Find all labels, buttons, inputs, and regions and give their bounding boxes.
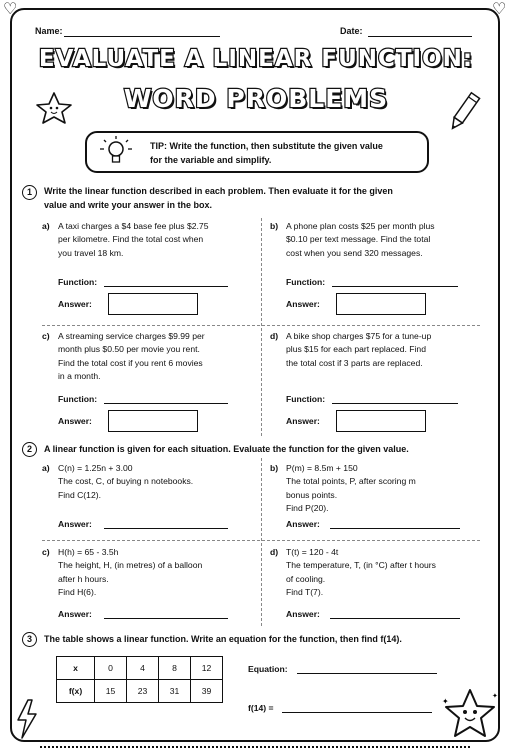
table-row: [57, 657, 223, 680]
function-answer-line[interactable]: [104, 286, 228, 287]
divider: [42, 540, 480, 541]
problem-1d: d) A bike shop charges $75 for a tune-up plus $15 for each part replaced. Find the total cost if 3 parts are replaced.: [270, 331, 432, 368]
answer-label: Answer:: [286, 609, 320, 619]
page-title-line2: WORD PROBLEMS: [123, 84, 389, 113]
table-cell: 39: [191, 680, 223, 703]
function-answer-line[interactable]: [104, 403, 228, 404]
page-title-line1: EVALUATE A LINEAR FUNCTION:: [38, 46, 474, 72]
answer-line[interactable]: [104, 618, 228, 619]
answer-label: Answer:: [286, 519, 320, 529]
section-number: 2: [22, 442, 37, 457]
date-line[interactable]: [368, 36, 472, 37]
answer-label: Answer:: [58, 609, 92, 619]
equation-label: Equation:: [248, 664, 288, 674]
name-label: Name:: [35, 26, 63, 36]
answer-label: Answer:: [58, 519, 92, 529]
answer-box[interactable]: [336, 410, 426, 432]
date-label: Date:: [340, 26, 363, 36]
table-cell: 31: [159, 680, 191, 703]
problem-1a: a) A taxi charges a $4 base fee plus $2.75 per kilometre. Find the total cost when you travel 18 km.: [42, 221, 209, 258]
heart-icon: ♡: [3, 1, 18, 18]
f14-label: f(14) =: [248, 703, 274, 713]
section-number: 1: [22, 185, 37, 200]
answer-label: Answer:: [58, 299, 92, 309]
equation-answer-line[interactable]: [297, 673, 437, 674]
svg-text:✦: ✦: [492, 692, 498, 700]
answer-box[interactable]: [108, 410, 198, 432]
function-label: Function:: [286, 277, 326, 287]
problem-2b: b) P(m) = 8.5m + 150 The total points, P, after scoring m bonus points. Find P(20).: [270, 463, 416, 513]
table-cell: f(x): [57, 680, 95, 703]
table-cell: 0: [95, 657, 127, 680]
table-cell: 23: [127, 680, 159, 703]
table-cell: 4: [127, 657, 159, 680]
function-answer-line[interactable]: [332, 286, 458, 287]
name-line[interactable]: [64, 36, 220, 37]
lightning-icon: [14, 698, 40, 740]
problem-2c: c) H(h) = 65 - 3.5h The height, H, (in metres) of a balloon after h hours. Find H(6).: [42, 547, 203, 597]
f14-answer-line[interactable]: [282, 712, 432, 713]
answer-label: Answer:: [286, 299, 320, 309]
bottom-border-decoration: [40, 746, 470, 748]
problem-1c: c) A streaming service charges $9.99 per month plus $0.50 per movie you rent. Find the total cost if you rent 6 movies in a month.: [42, 331, 205, 381]
answer-line[interactable]: [104, 528, 228, 529]
table-cell: 12: [191, 657, 223, 680]
divider: [42, 325, 480, 326]
table-cell: 8: [159, 657, 191, 680]
answer-box[interactable]: [336, 293, 426, 315]
section1-instructions: Write the linear function described in each problem. Then evaluate it for the given value and write your answer in the box.: [44, 186, 393, 210]
function-label: Function:: [286, 394, 326, 404]
answer-line[interactable]: [330, 528, 460, 529]
table-cell: 15: [95, 680, 127, 703]
answer-label: Answer:: [58, 416, 92, 426]
section-number: 3: [22, 632, 37, 647]
problem-1b: b) A phone plan costs $25 per month plus $0.10 per text message. Find the total cost when you send 320 messages.: [270, 221, 435, 258]
function-answer-line[interactable]: [332, 403, 458, 404]
problem-2d: d) T(t) = 120 - 4t The temperature, T, (in °C) after t hours of cooling. Find T(7).: [270, 547, 436, 597]
answer-line[interactable]: [330, 618, 460, 619]
smiling-star-icon: [438, 684, 502, 744]
function-label: Function:: [58, 394, 98, 404]
heart-icon: ♡: [492, 1, 507, 18]
table-cell: x: [57, 657, 95, 680]
section2-instructions: A linear function is given for each situation. Evaluate the function for the given value.: [44, 444, 409, 454]
function-label: Function:: [58, 277, 98, 287]
table-row: [57, 680, 223, 703]
answer-label: Answer:: [286, 416, 320, 426]
problem-2a: a) C(n) = 1.25n + 3.00 The cost, C, of buying n notebooks. Find C(12).: [42, 463, 194, 500]
function-table: [56, 656, 223, 703]
smiling-star-icon: [32, 90, 76, 126]
answer-box[interactable]: [108, 293, 198, 315]
tip-text: TIP: Write the function, then substitute the given value for the variable and simplify.: [150, 141, 383, 165]
section3-instructions: The table shows a linear function. Write an equation for the function, then find f(14).: [44, 634, 402, 644]
svg-text:✦: ✦: [442, 697, 449, 706]
lightbulb-icon: [96, 134, 136, 170]
pencil-icon: [444, 88, 484, 136]
